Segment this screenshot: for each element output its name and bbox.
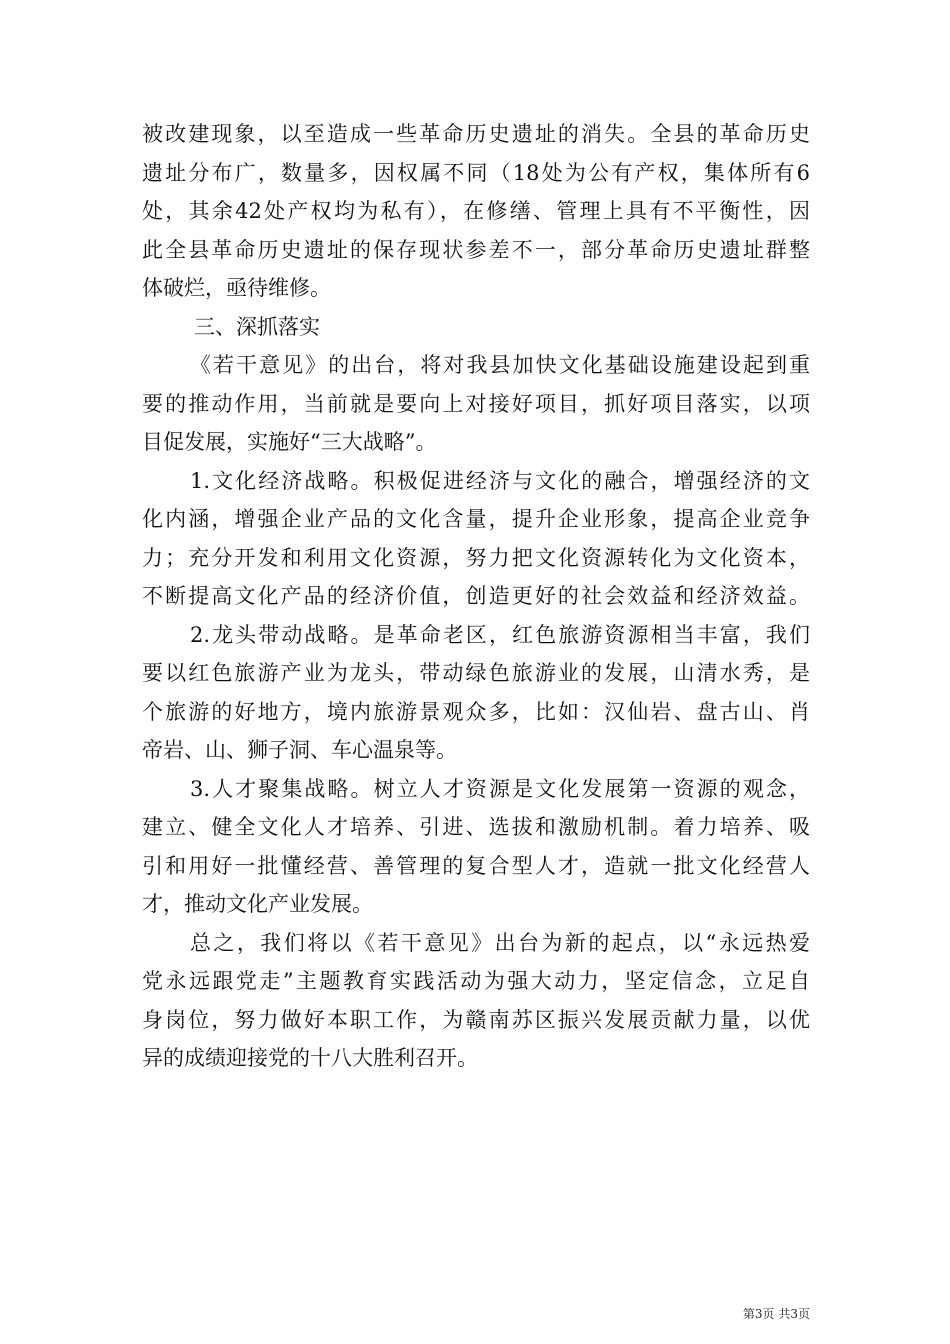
text-line: 要的推动作用，当前就是要向上对接好项目，抓好项目落实，以项: [142, 391, 810, 416]
text-line: 才，推动文化产业发展。: [142, 892, 373, 916]
text-line: 3.人才聚集战略。树立人才资源是文化发展第一资源的观念，: [190, 776, 810, 801]
text-line: 不断提高文化产品的经济价值，创造更好的社会效益和经济效益。: [142, 584, 810, 608]
text-line: 要以红色旅游产业为龙头，带动绿色旅游业的发展，山清水秀，是: [142, 661, 810, 685]
text-line: 总之，我们将以《若干意见》出台为新的起点，以“永远热爱: [190, 930, 810, 955]
text-line: 个旅游的好地方，境内旅游景观众多，比如：汉仙岩、盘古山、肖: [142, 699, 810, 724]
text-line: 处，其余42处产权均为私有），在修缮、管理上具有不平衡性，因: [142, 199, 810, 223]
page-number: 第3页 共3页: [742, 1307, 810, 1321]
section-heading: 三、深抓落实: [194, 314, 320, 339]
text-line: 此全县革命历史遗址的保存现状参差不一，部分革命历史遗址群整: [142, 237, 810, 262]
text-line: 1.文化经济战略。积极促进经济与文化的融合，增强经济的文: [190, 468, 810, 493]
text-line: 目促发展，实施好“三大战略”。: [142, 430, 437, 454]
text-line: 2.龙头带动战略。是革命老区，红色旅游资源相当丰富，我们: [190, 622, 810, 647]
text-line: 身岗位，努力做好本职工作，为赣南苏区振兴发展贡献力量，以优: [142, 1007, 810, 1032]
document-body: [142, 115, 810, 1078]
text-line: 体破烂，亟待维修。: [142, 276, 331, 300]
text-line: 化内涵，增强企业产品的文化含量，提升企业形象，提高企业竞争: [142, 507, 810, 531]
text-line: 力；充分开发和利用文化资源，努力把文化资源转化为文化资本，: [142, 545, 810, 570]
text-line: 异的成绩迎接党的十八大胜利召开。: [142, 1046, 478, 1070]
text-line: 党永远跟党走”主题教育实践活动为强大动力，坚定信念，立足自: [142, 969, 810, 993]
text-line: 引和用好一批懂经营、善管理的复合型人才，造就一批文化经营人: [142, 853, 810, 878]
text-line: 建立、健全文化人才培养、引进、选拔和激励机制。着力培养、吸: [142, 815, 810, 839]
text-line: 帝岩、山、狮子洞、车心温泉等。: [142, 738, 457, 762]
text-line: 遗址分布广，数量多，因权属不同（18处为公有产权，集体所有6: [142, 160, 810, 185]
text-line: 被改建现象，以至造成一些革命历史遗址的消失。全县的革命历史: [142, 122, 810, 146]
text-line: 《若干意见》的出台，将对我县加快文化基础设施建设起到重: [190, 353, 810, 377]
